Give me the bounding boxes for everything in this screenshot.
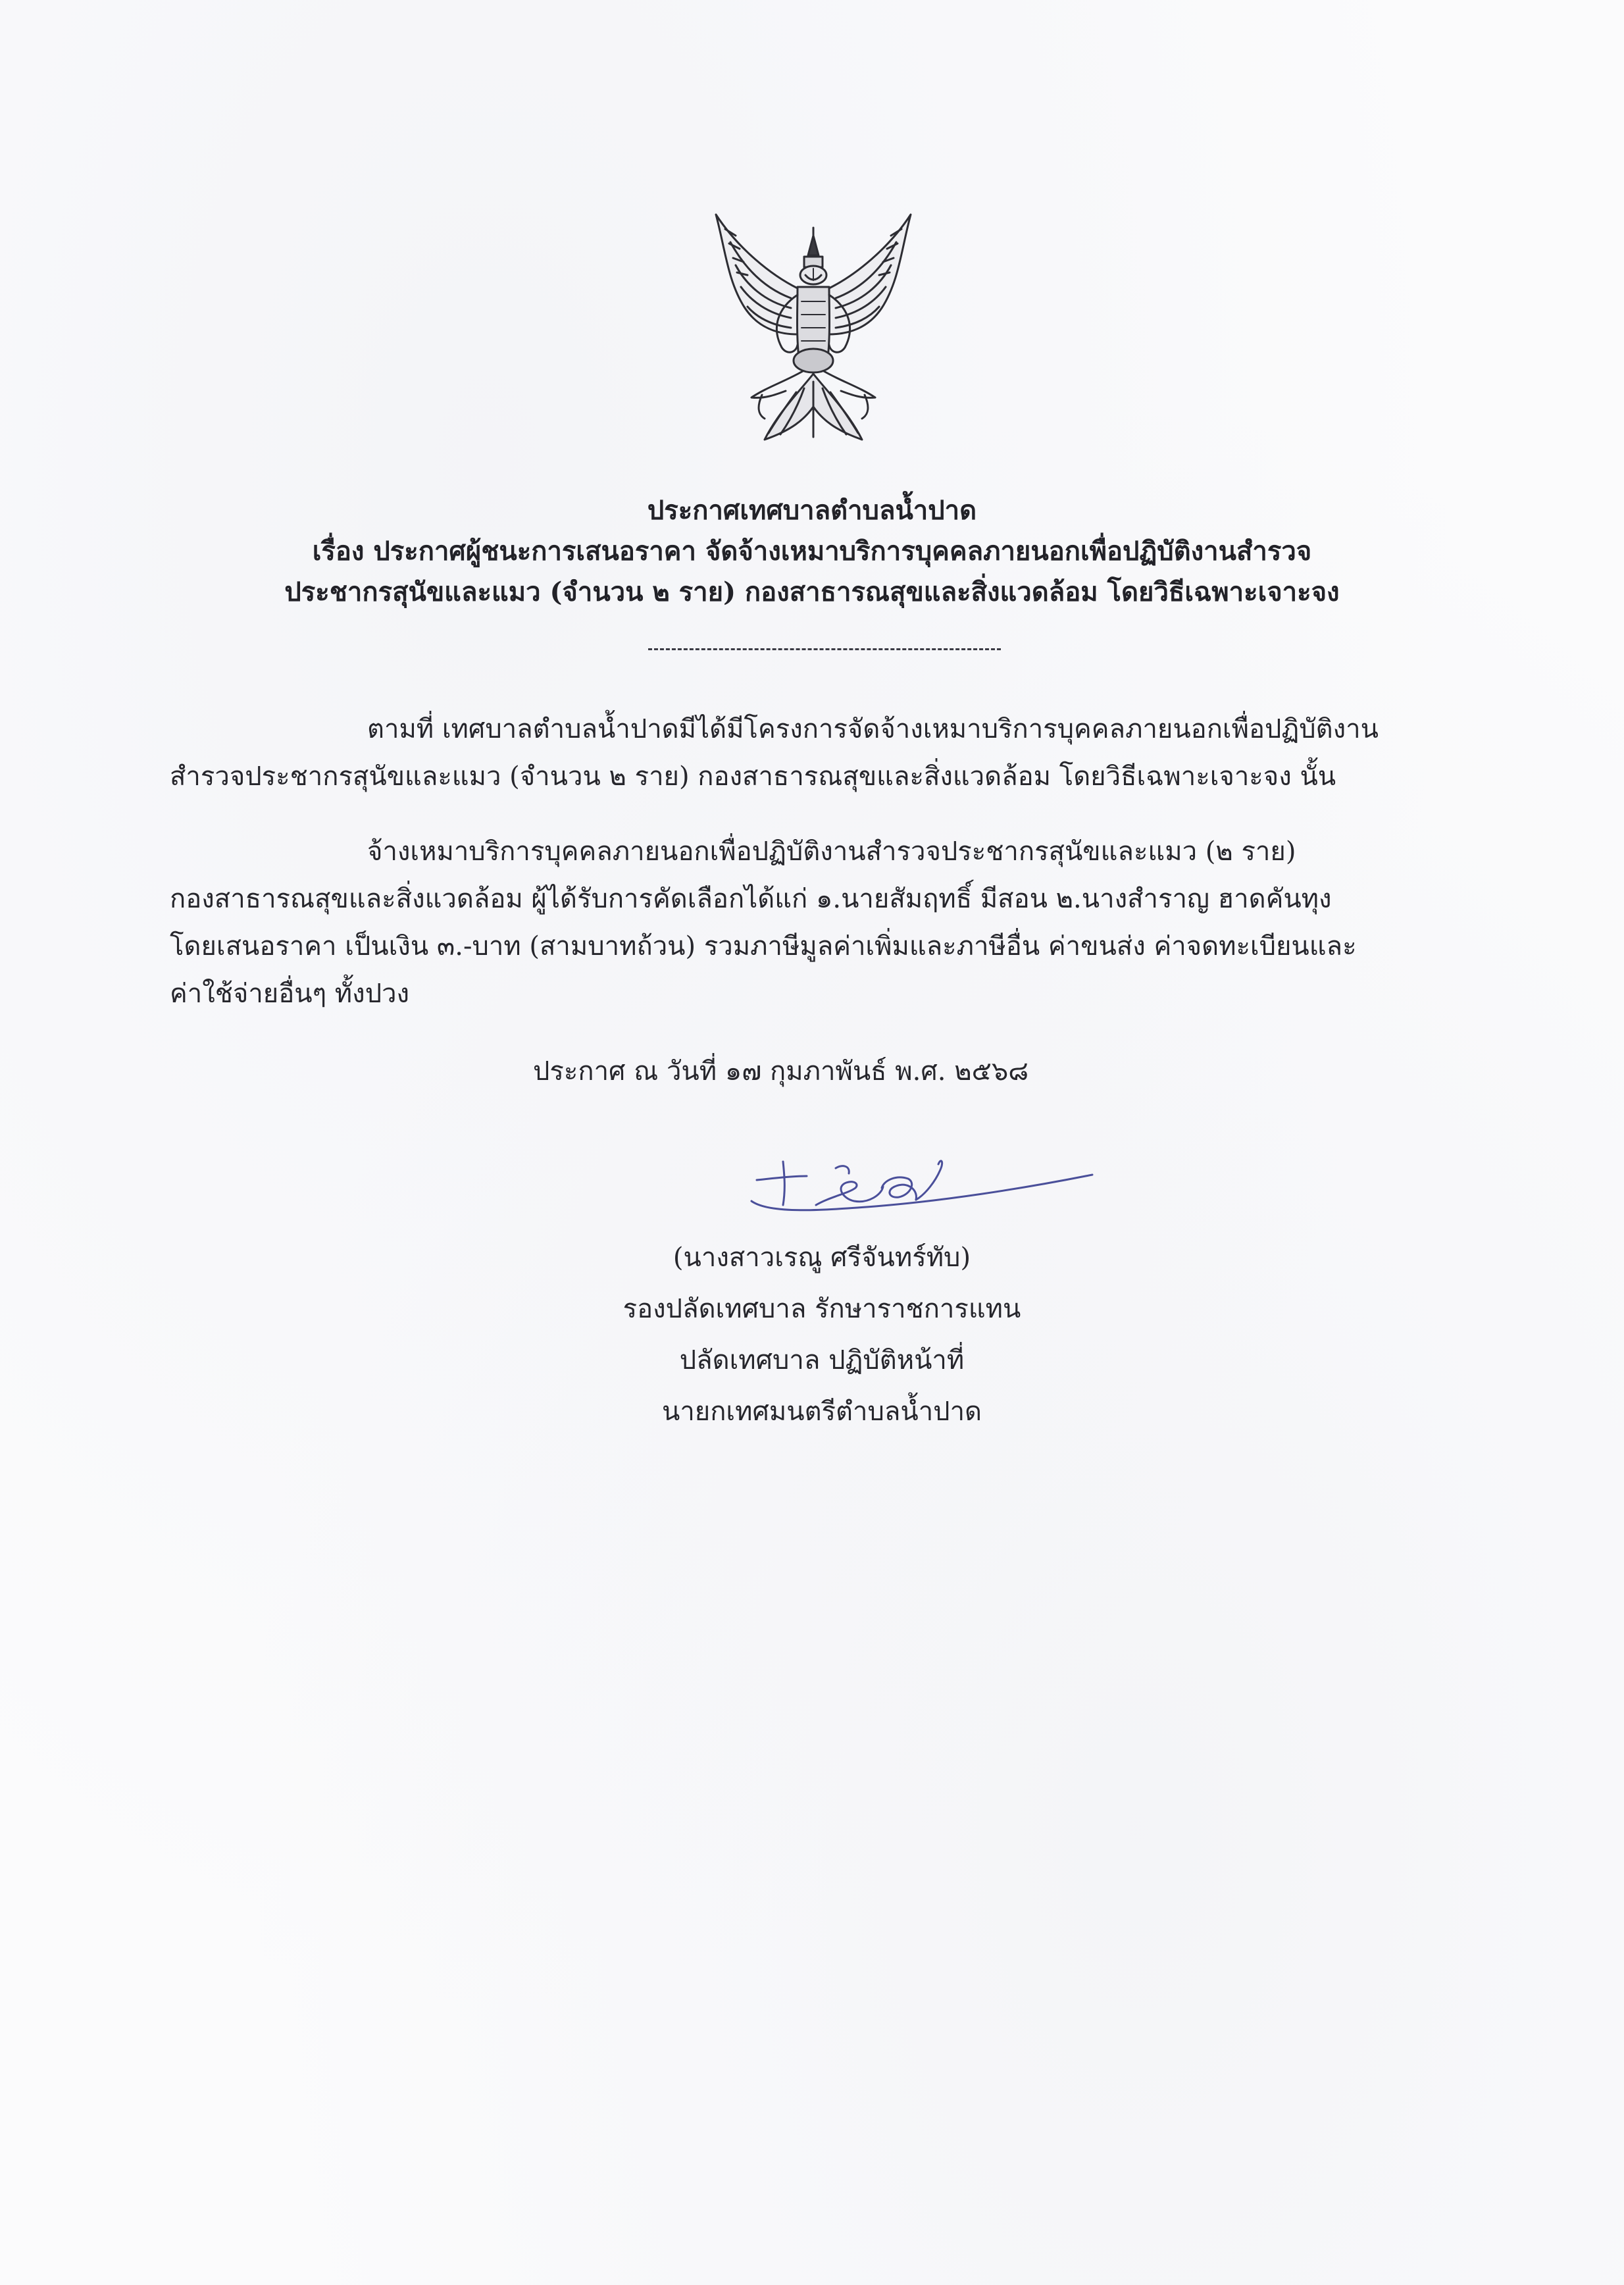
handwritten-signature bbox=[744, 1142, 1099, 1214]
signer-position: นายกเทศมนตรีตำบลน้ำปาด bbox=[661, 1397, 982, 1427]
heading-divider bbox=[648, 648, 1001, 650]
paragraph-line: ค่าใช้จ่ายอื่นๆ ทั้งปวง bbox=[170, 979, 410, 1009]
signer-block bbox=[549, 1232, 1095, 1437]
agency-title: ประกาศเทศบาลตำบลน้ำปาด bbox=[647, 495, 977, 526]
garuda-emblem-icon bbox=[699, 209, 928, 453]
paragraph-line: โดยเสนอราคา เป็นเงิน ๓.-บาท (สามบาทถ้วน) รวมภาษีมูลค่าเพิ่มและภาษีอื่น ค่าขนส่ง ค่าจดทะเบียนและ bbox=[170, 931, 1357, 962]
paragraph-line: สำรวจประชากรสุนัขและแมว (จำนวน ๒ ราย) กองสาธารณสุขและสิ่งแวดล้อม โดยวิธีเฉพาะเจาะจง นั้น bbox=[170, 761, 1336, 792]
paragraph-line: กองสาธารณสุขและสิ่งแวดล้อม ผู้ได้รับการคัดเลือกได้แก่ ๑.นายสัมฤทธิ์ มีสอน ๒.นางสำราญ ฮาดคันทุง bbox=[170, 884, 1332, 914]
signer-position: ปลัดเทศบาล ปฏิบัติหน้าที่ bbox=[679, 1345, 965, 1375]
paragraph-project bbox=[170, 706, 1484, 800]
signer-position: รองปลัดเทศบาล รักษาราชการแทน bbox=[622, 1294, 1021, 1324]
paragraph-line: ตามที่ เทศบาลตำบลน้ำปาดมีได้มีโครงการจัดจ้างเหมาบริการบุคคลภายนอกเพื่อปฏิบัติงาน bbox=[367, 714, 1379, 744]
signer-name: (นางสาวเรณู ศรีจันทร์ทับ) bbox=[672, 1243, 971, 1273]
paragraph-winner bbox=[170, 828, 1484, 1017]
announcement-date: ประกาศ ณ วันที่ ๑๗ กุมภาพันธ์ พ.ศ. ๒๕๖๘ bbox=[533, 1056, 1029, 1087]
announcement-heading bbox=[165, 490, 1459, 613]
subject-line: เรื่อง ประกาศผู้ชนะการเสนอราคา จัดจ้างเหมาบริการบุคคลภายนอกเพื่อปฏิบัติงานสำรวจ bbox=[312, 536, 1312, 567]
paragraph-line: จ้างเหมาบริการบุคคลภายนอกเพื่อปฏิบัติงานสำรวจประชากรสุนัขและแมว (๒ ราย) bbox=[367, 836, 1296, 867]
subject-line-continued: ประชากรสุนัขและแมว (จำนวน ๒ ราย) กองสาธารณสุขและสิ่งแวดล้อม โดยวิธีเฉพาะเจาะจง bbox=[284, 577, 1340, 607]
